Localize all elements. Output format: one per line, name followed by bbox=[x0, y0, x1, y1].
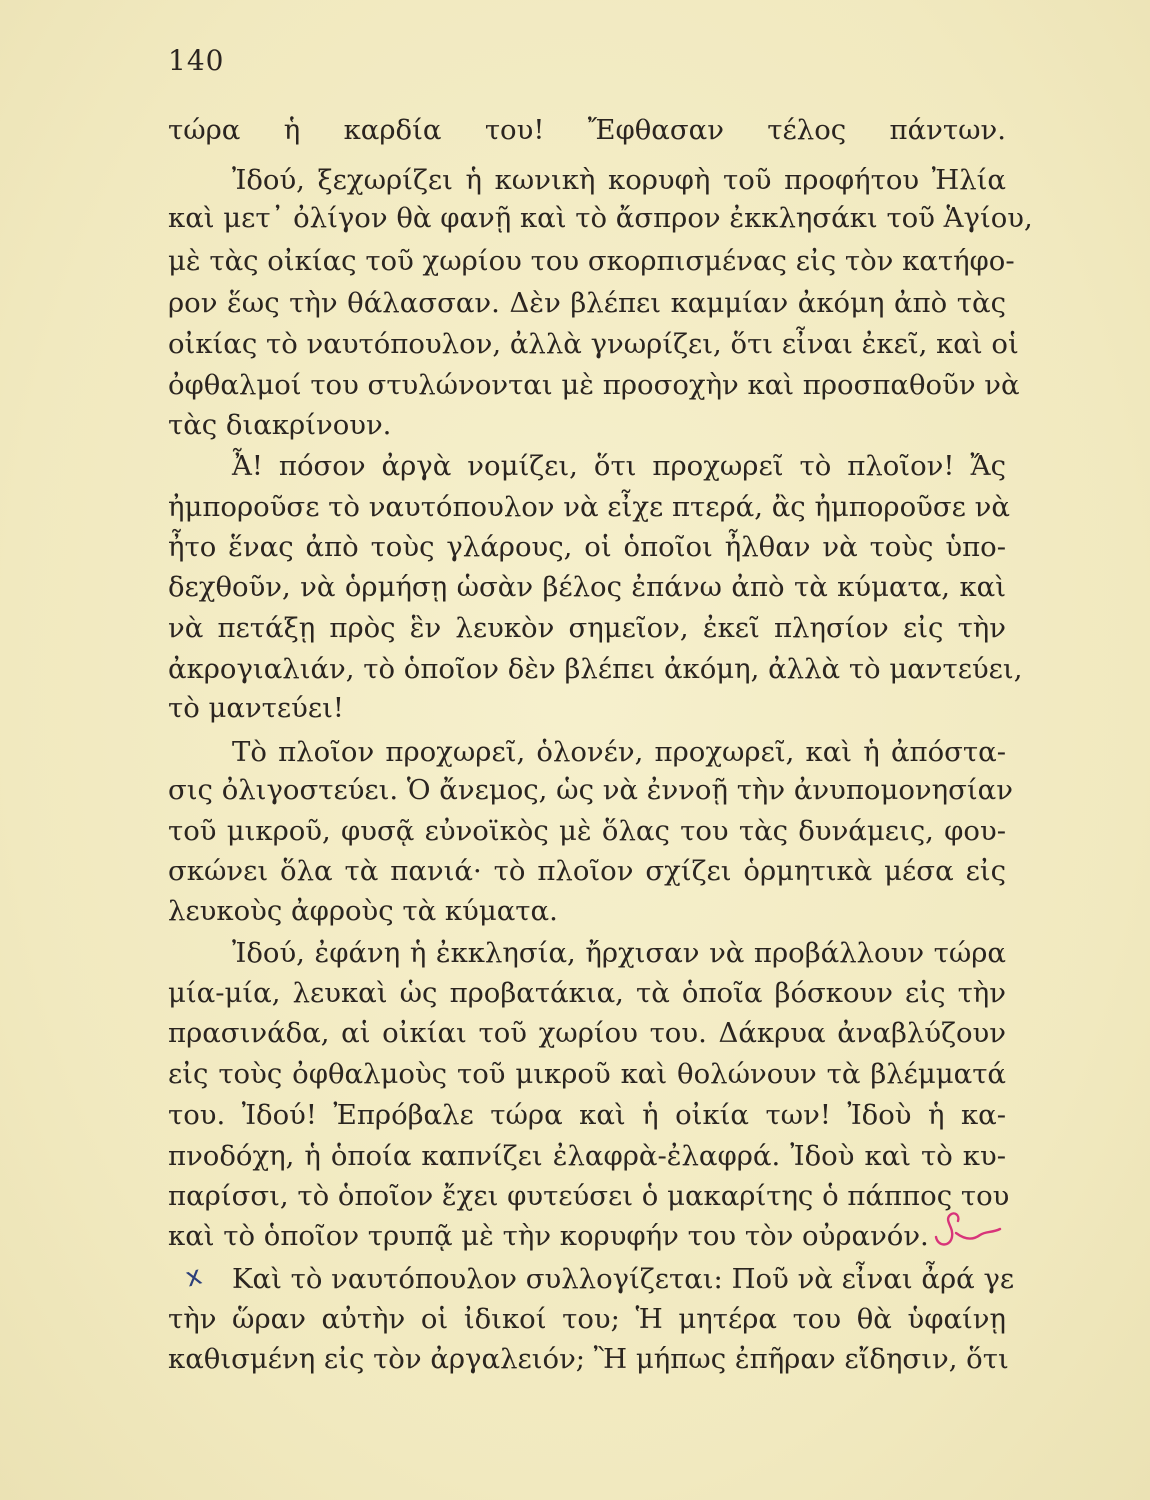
page-number: 140 bbox=[168, 44, 225, 77]
text-line: τὸ μαντεύει! bbox=[168, 692, 344, 724]
text-line: Ἰδού, ξεχωρίζει ἡ κωνικὴ κορυφὴ τοῦ προφήτου Ἠλία bbox=[232, 164, 1006, 196]
text-line: δεχθοῦν, νὰ ὁρμήσῃ ὡσὰν βέλος ἐπάνω ἀπὸ τὰ κύματα, καὶ bbox=[168, 571, 1006, 603]
text-line: τὰς διακρίνουν. bbox=[168, 409, 392, 441]
text-line: καὶ τὸ ὁποῖον τρυπᾷ μὲ τὴν κορυφήν του τὸν οὐρανόν. bbox=[168, 1220, 929, 1252]
text-line: του. Ἰδού! Ἐπρόβαλε τώρα καὶ ἡ οἰκία των! Ἰδοὺ ἡ κα- bbox=[168, 1099, 1006, 1131]
text-line: ρον ἕως τὴν θάλασσαν. Δὲν βλέπει καμμίαν ἀκόμη ἀπὸ τὰς bbox=[168, 287, 1006, 319]
text-line: νὰ πετάξῃ πρὸς ἓν λευκὸν σημεῖον, ἐκεῖ πλησίον εἰς τὴν bbox=[168, 612, 1006, 644]
text-line: εἰς τοὺς ὀφθαλμοὺς τοῦ μικροῦ καὶ θολώνουν τὰ βλέμματά bbox=[168, 1058, 1006, 1090]
pen-squiggle-mark bbox=[930, 1203, 1010, 1253]
pen-x-mark: x bbox=[182, 1260, 206, 1294]
text-line: τοῦ μικροῦ, φυσᾷ εὐνοϊκὸς μὲ ὅλας του τὰς δυνάμεις, φου- bbox=[168, 815, 1006, 847]
text-line: ὀφθαλμοί του στυλώνονται μὲ προσοχὴν καὶ προσπαθοῦν νὰ bbox=[168, 369, 1020, 401]
text-line: ἦτο ἕνας ἀπὸ τοὺς γλάρους, οἱ ὁποῖοι ἦλθαν νὰ τοὺς ὑπο- bbox=[168, 531, 1006, 563]
text-line: τώρα ἡ καρδία του! Ἔφθασαν τέλος πάντων. bbox=[168, 114, 1006, 146]
text-line: πρασινάδα, αἱ οἰκίαι τοῦ χωρίου του. Δάκρυα ἀναβλύζουν bbox=[168, 1017, 1006, 1049]
text-line: Ἰδού, ἐφάνη ἡ ἐκκλησία, ἤρχισαν νὰ προβάλλουν τώρα bbox=[232, 937, 1006, 969]
text-line: λευκοὺς ἀφροὺς τὰ κύματα. bbox=[168, 895, 558, 927]
text-line: σκώνει ὅλα τὰ πανιά· τὸ πλοῖον σχίζει ὁρμητικὰ μέσα εἰς bbox=[168, 855, 1006, 887]
text-line: καὶ μετ᾽ ὀλίγον θὰ φανῇ καὶ τὸ ἄσπρον ἐκκλησάκι τοῦ Ἁγίου, bbox=[168, 202, 1033, 234]
text-line: ἀκρογιαλιάν, τὸ ὁποῖον δὲν βλέπει ἀκόμη, ἀλλὰ τὸ μαντεύει, bbox=[168, 653, 1023, 685]
text-line: Καὶ τὸ ναυτόπουλον συλλογίζεται: Ποῦ νὰ εἶναι ἆρά γε bbox=[232, 1263, 1015, 1295]
text-line: καθισμένη εἰς τὸν ἀργαλειόν; Ἢ μήπως ἐπῆραν εἴδησιν, ὅτι bbox=[168, 1343, 1009, 1375]
text-line: ἠμποροῦσε τὸ ναυτόπουλον νὰ εἶχε πτερά, ἂς ἠμποροῦσε νὰ bbox=[168, 491, 1010, 523]
text-line: παρίσσι, τὸ ὁποῖον ἔχει φυτεύσει ὁ μακαρίτης ὁ πάππος του bbox=[168, 1180, 1010, 1212]
text-line: μία-μία, λευκαὶ ὡς προβατάκια, τὰ ὁποῖα βόσκουν εἰς τὴν bbox=[168, 977, 1006, 1009]
text-line: σις ὀλιγοστεύει. Ὁ ἄνεμος, ὡς νὰ ἐννοῇ τὴν ἀνυπομονησίαν bbox=[168, 774, 1013, 806]
text-line: μὲ τὰς οἰκίας τοῦ χωρίου του σκορπισμένας εἰς τὸν κατήφο- bbox=[168, 245, 1015, 277]
text-line: Τὸ πλοῖον προχωρεῖ, ὁλονέν, προχωρεῖ, καὶ ἡ ἀπόστα- bbox=[232, 736, 1006, 768]
text-line: πνοδόχη, ἡ ὁποία καπνίζει ἐλαφρὰ-ἐλαφρά. Ἰδοὺ καὶ τὸ κυ- bbox=[168, 1140, 1006, 1172]
text-line: Ἆ! πόσον ἀργὰ νομίζει, ὅτι προχωρεῖ τὸ πλοῖον! Ἄς bbox=[232, 450, 1006, 482]
text-line: οἰκίας τὸ ναυτόπουλον, ἀλλὰ γνωρίζει, ὅτι εἶναι ἐκεῖ, καὶ οἱ bbox=[168, 328, 1019, 360]
text-line: τὴν ὥραν αὐτὴν οἱ ἰδικοί του; Ἡ μητέρα του θὰ ὑφαίνῃ bbox=[168, 1303, 1006, 1335]
